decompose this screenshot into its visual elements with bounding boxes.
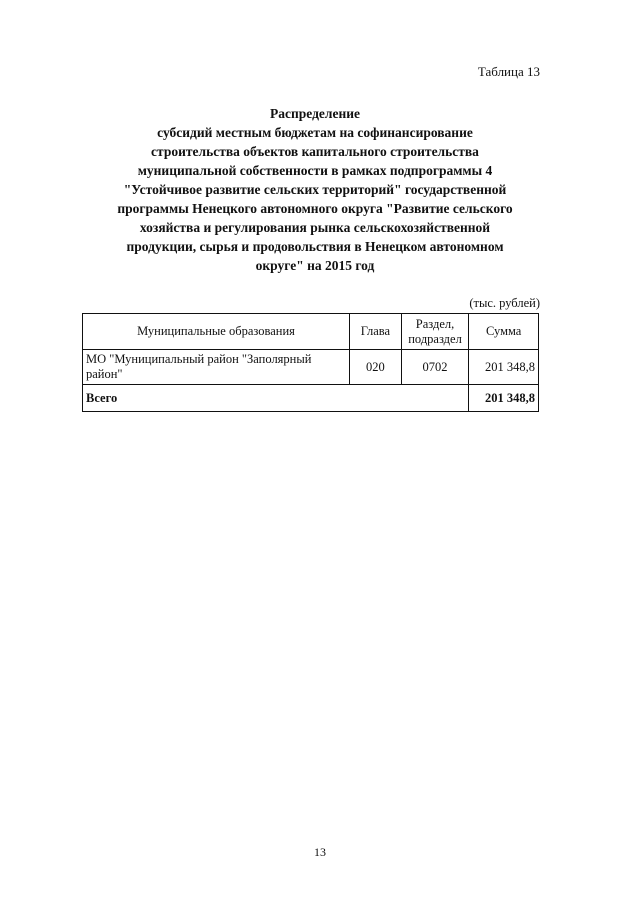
header-chapter: Глава bbox=[350, 314, 402, 350]
table-number-label: Таблица 13 bbox=[477, 64, 540, 79]
total-label: Всего bbox=[83, 385, 469, 412]
table-total-row bbox=[83, 385, 539, 412]
cell-amount: 201 348,8 bbox=[469, 350, 539, 385]
distribution-table bbox=[82, 313, 539, 412]
header-section bbox=[401, 314, 469, 350]
title-line: Распределение bbox=[269, 106, 361, 121]
header-municipality: Муниципальные образования bbox=[83, 314, 350, 350]
header-section-line1: Раздел, bbox=[415, 316, 455, 331]
cell-section: 0702 bbox=[401, 350, 469, 385]
cell-chapter: 020 bbox=[350, 350, 402, 385]
title-line: округе" на 2015 год bbox=[255, 258, 375, 273]
page-number: 13 bbox=[314, 845, 326, 859]
title-line: субсидий местным бюджетам на софинансирование bbox=[157, 125, 473, 140]
header-amount: Сумма bbox=[469, 314, 539, 350]
title-line: хозяйства и регулирования рынка сельскохозяйственной bbox=[139, 220, 491, 235]
document-title bbox=[80, 104, 550, 275]
units-note: (тыс. рублей) bbox=[469, 296, 540, 310]
title-line: продукции, сырья и продовольствия в Ненецком автономном bbox=[126, 239, 504, 254]
cell-municipality: МО "Муниципальный район "Заполярный район" bbox=[83, 350, 350, 385]
title-line: муниципальной собственности в рамках подпрограммы 4 bbox=[137, 163, 493, 178]
table-header-row bbox=[83, 314, 539, 350]
title-line: "Устойчивое развитие сельских территорий" государственной bbox=[123, 182, 507, 197]
table-row bbox=[83, 350, 539, 385]
title-line: программы Ненецкого автономного округа "Развитие сельского bbox=[117, 201, 513, 216]
title-line: строительства объектов капитального строительства bbox=[151, 144, 479, 159]
header-section-line2: подраздел bbox=[408, 331, 462, 346]
total-amount: 201 348,8 bbox=[469, 385, 539, 412]
